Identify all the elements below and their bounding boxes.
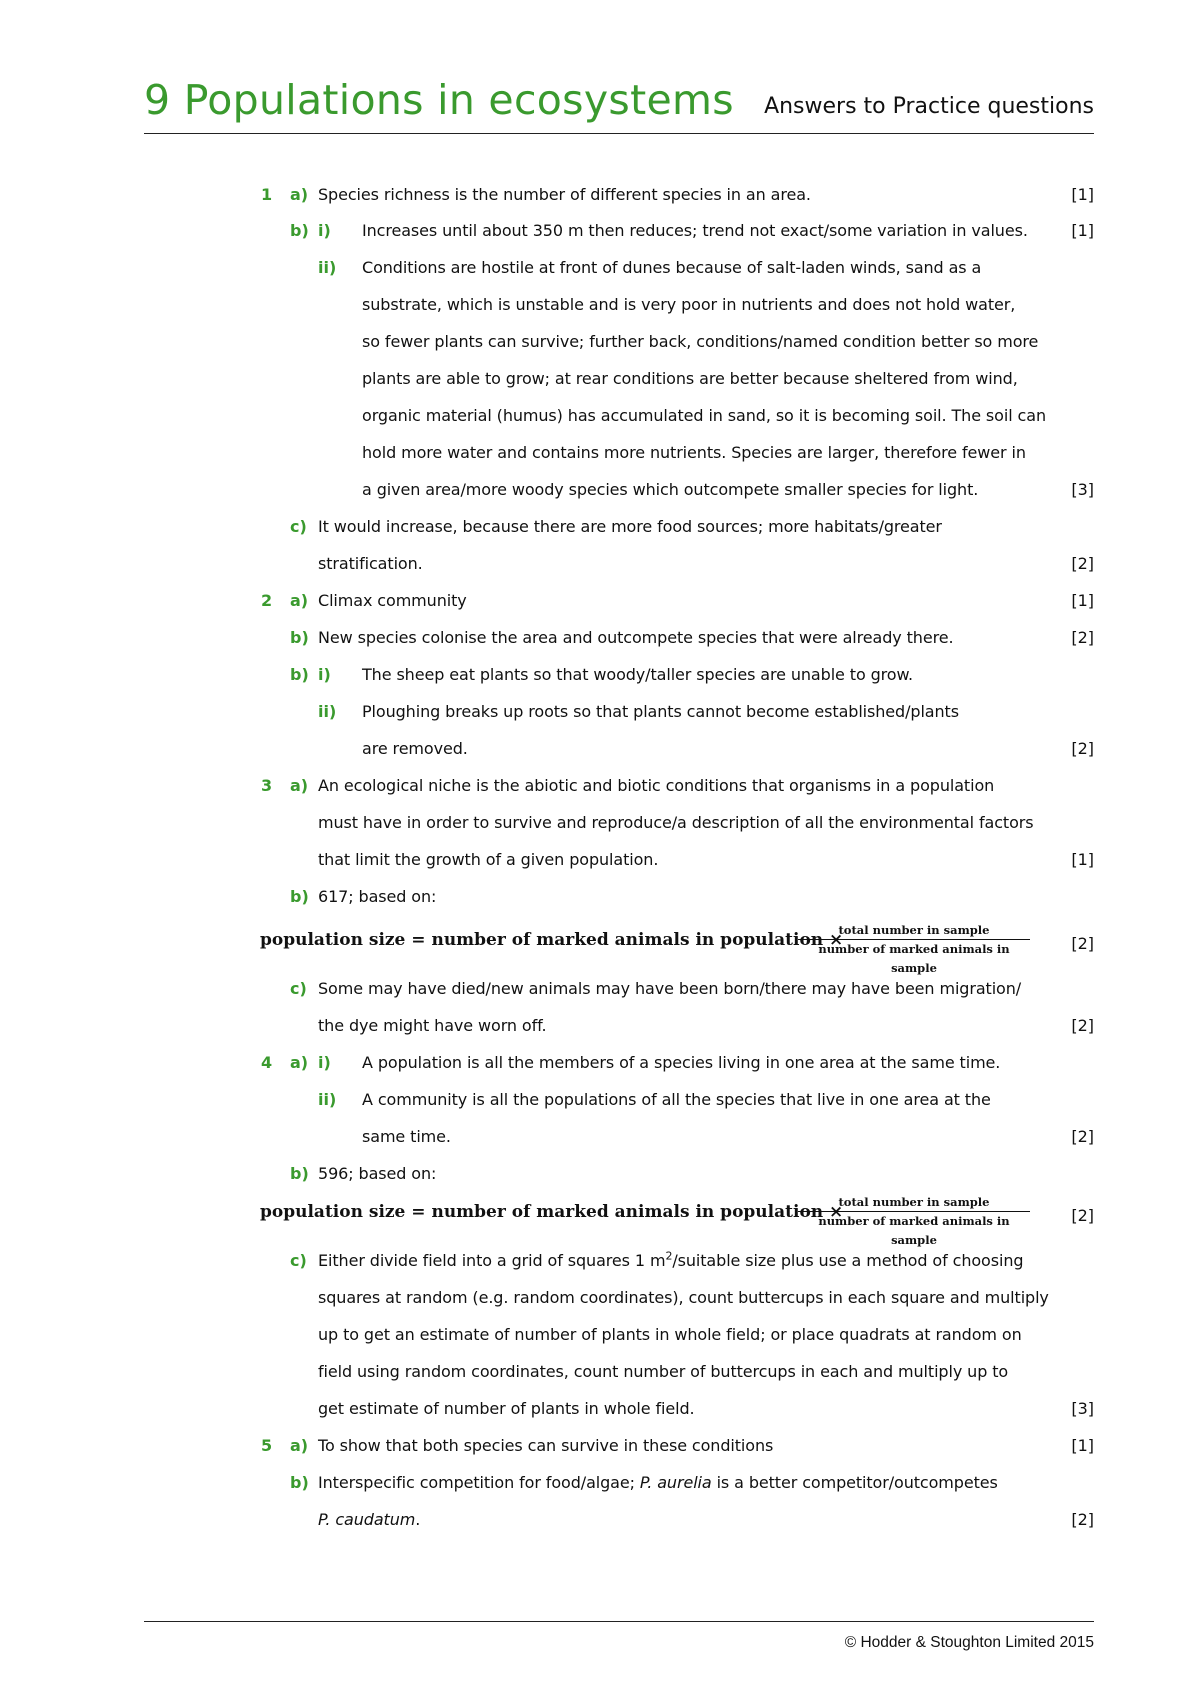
subpart-label: ii) bbox=[318, 258, 337, 277]
part-label: a) bbox=[290, 185, 309, 204]
mark: [3] bbox=[1071, 1399, 1094, 1418]
answer-text: is a better competitor/outcompetes bbox=[711, 1473, 998, 1492]
answer-line: stratification. bbox=[318, 554, 423, 573]
mark: [2] bbox=[1071, 739, 1094, 758]
formula-lhs: population size = number of marked animals in population × bbox=[260, 930, 844, 950]
part-label: b) bbox=[290, 221, 309, 240]
chapter-title: 9 Populations in ecosystems bbox=[144, 76, 734, 124]
superscript: 2 bbox=[665, 1249, 673, 1263]
mark: [1] bbox=[1071, 1436, 1094, 1455]
part-label: a) bbox=[290, 776, 309, 795]
formula-fraction bbox=[798, 922, 1030, 975]
mark: [2] bbox=[1071, 934, 1094, 953]
fraction-numerator: total number in sample bbox=[838, 923, 990, 937]
mark: [2] bbox=[1071, 554, 1094, 573]
answer-line: hold more water and contains more nutrients. Species are larger, therefore fewer in bbox=[362, 443, 1026, 462]
subpart-label: i) bbox=[318, 1053, 331, 1072]
subpart-label: ii) bbox=[318, 1090, 337, 1109]
part-label: a) bbox=[290, 591, 309, 610]
answer-text: 617; based on: bbox=[318, 887, 437, 906]
answer-line: are removed. bbox=[362, 739, 468, 758]
answer-text: Climax community bbox=[318, 591, 467, 610]
answer-line bbox=[318, 1468, 998, 1498]
part-label: c) bbox=[290, 1251, 307, 1270]
answer-text: Species richness is the number of different species in an area. bbox=[318, 185, 811, 204]
part-label: a) bbox=[290, 1053, 309, 1072]
answer-line: the dye might have worn off. bbox=[318, 1016, 547, 1035]
question-number: 5 bbox=[261, 1436, 273, 1455]
answer-line: field using random coordinates, count number of buttercups in each and multiply up to bbox=[318, 1362, 1009, 1381]
part-label: b) bbox=[290, 887, 309, 906]
answer-line: Ploughing breaks up roots so that plants cannot become established/plants bbox=[362, 702, 959, 721]
answer-text: Increases until about 350 m then reduces; trend not exact/some variation in values. bbox=[362, 221, 1028, 240]
mark: [3] bbox=[1071, 480, 1094, 499]
part-label: b) bbox=[290, 665, 309, 684]
answer-line bbox=[318, 1505, 420, 1535]
answer-line: Conditions are hostile at front of dunes because of salt-laden winds, sand as a bbox=[362, 258, 982, 277]
answer-text: Either divide field into a grid of squares 1 m bbox=[318, 1251, 666, 1270]
answer-line: plants are able to grow; at rear conditions are better because sheltered from wind, bbox=[362, 369, 1018, 388]
mark: [1] bbox=[1071, 850, 1094, 869]
species-name: P. caudatum bbox=[318, 1510, 416, 1529]
header-subtitle: Answers to Practice questions bbox=[764, 94, 1094, 119]
answer-line: same time. bbox=[362, 1127, 451, 1146]
answer-text: Interspecific competition for food/algae; bbox=[318, 1473, 640, 1492]
answer-line: organic material (humus) has accumulated in sand, so it is becoming soil. The soil can bbox=[362, 406, 1046, 425]
mark: [2] bbox=[1071, 1206, 1094, 1225]
header-rule bbox=[144, 133, 1094, 134]
part-label: b) bbox=[290, 1164, 309, 1183]
answer-text: 596; based on: bbox=[318, 1164, 437, 1183]
answer-line: An ecological niche is the abiotic and biotic conditions that organisms in a population bbox=[318, 776, 995, 795]
answer-line: must have in order to survive and reproduce/a description of all the environmental factors bbox=[318, 813, 1034, 832]
question-number: 1 bbox=[261, 185, 273, 204]
answer-text: New species colonise the area and outcompete species that were already there. bbox=[318, 628, 954, 647]
part-label: c) bbox=[290, 517, 307, 536]
subpart-label: i) bbox=[318, 665, 331, 684]
mark: [2] bbox=[1071, 1510, 1094, 1529]
fraction-denominator: number of marked animals in sample bbox=[818, 942, 1010, 975]
mark: [1] bbox=[1071, 185, 1094, 204]
answer-line: a given area/more woody species which outcompete smaller species for light. bbox=[362, 480, 979, 499]
formula-fraction bbox=[798, 1194, 1030, 1247]
mark: [2] bbox=[1071, 628, 1094, 647]
part-label: b) bbox=[290, 628, 309, 647]
answer-line: that limit the growth of a given population. bbox=[318, 850, 659, 869]
page-header bbox=[144, 76, 1094, 132]
answer-line: squares at random (e.g. random coordinates), count buttercups in each square and multiply bbox=[318, 1288, 1049, 1307]
part-label: c) bbox=[290, 979, 307, 998]
question-number: 2 bbox=[261, 591, 273, 610]
species-name: P. aurelia bbox=[639, 1473, 712, 1492]
answer-text: A population is all the members of a species living in one area at the same time. bbox=[362, 1053, 1001, 1072]
mark: [1] bbox=[1071, 591, 1094, 610]
mark: [2] bbox=[1071, 1016, 1094, 1035]
mark: [1] bbox=[1071, 221, 1094, 240]
mark: [2] bbox=[1071, 1127, 1094, 1146]
answer-text: The sheep eat plants so that woody/taller species are unable to grow. bbox=[362, 665, 913, 684]
answer-text: To show that both species can survive in these conditions bbox=[318, 1436, 774, 1455]
answer-line: substrate, which is unstable and is very poor in nutrients and does not hold water, bbox=[362, 295, 1016, 314]
formula-lhs: population size = number of marked animals in population × bbox=[260, 1202, 844, 1222]
answer-line: Some may have died/new animals may have been born/there may have been migration/ bbox=[318, 979, 1022, 998]
subpart-label: ii) bbox=[318, 702, 337, 721]
fraction-numerator: total number in sample bbox=[838, 1195, 990, 1209]
subpart-label: i) bbox=[318, 221, 331, 240]
answer-line: It would increase, because there are more food sources; more habitats/greater bbox=[318, 517, 942, 536]
answer-line: get estimate of number of plants in whole field. bbox=[318, 1399, 695, 1418]
answer-line bbox=[318, 1246, 1023, 1276]
question-number: 4 bbox=[261, 1053, 273, 1072]
copyright-footer: © Hodder & Stoughton Limited 2015 bbox=[844, 1634, 1094, 1651]
fraction-denominator: number of marked animals in sample bbox=[818, 1214, 1010, 1247]
part-label: b) bbox=[290, 1473, 309, 1492]
footer-rule bbox=[144, 1621, 1094, 1622]
answer-text: /suitable size plus use a method of choosing bbox=[672, 1251, 1024, 1270]
part-label: a) bbox=[290, 1436, 309, 1455]
answer-line: up to get an estimate of number of plants in whole field; or place quadrats at random on bbox=[318, 1325, 1022, 1344]
answer-text: . bbox=[415, 1510, 421, 1529]
question-number: 3 bbox=[261, 776, 273, 795]
answer-line: A community is all the populations of all the species that live in one area at the bbox=[362, 1090, 991, 1109]
answer-line: so fewer plants can survive; further back, conditions/named condition better so more bbox=[362, 332, 1039, 351]
